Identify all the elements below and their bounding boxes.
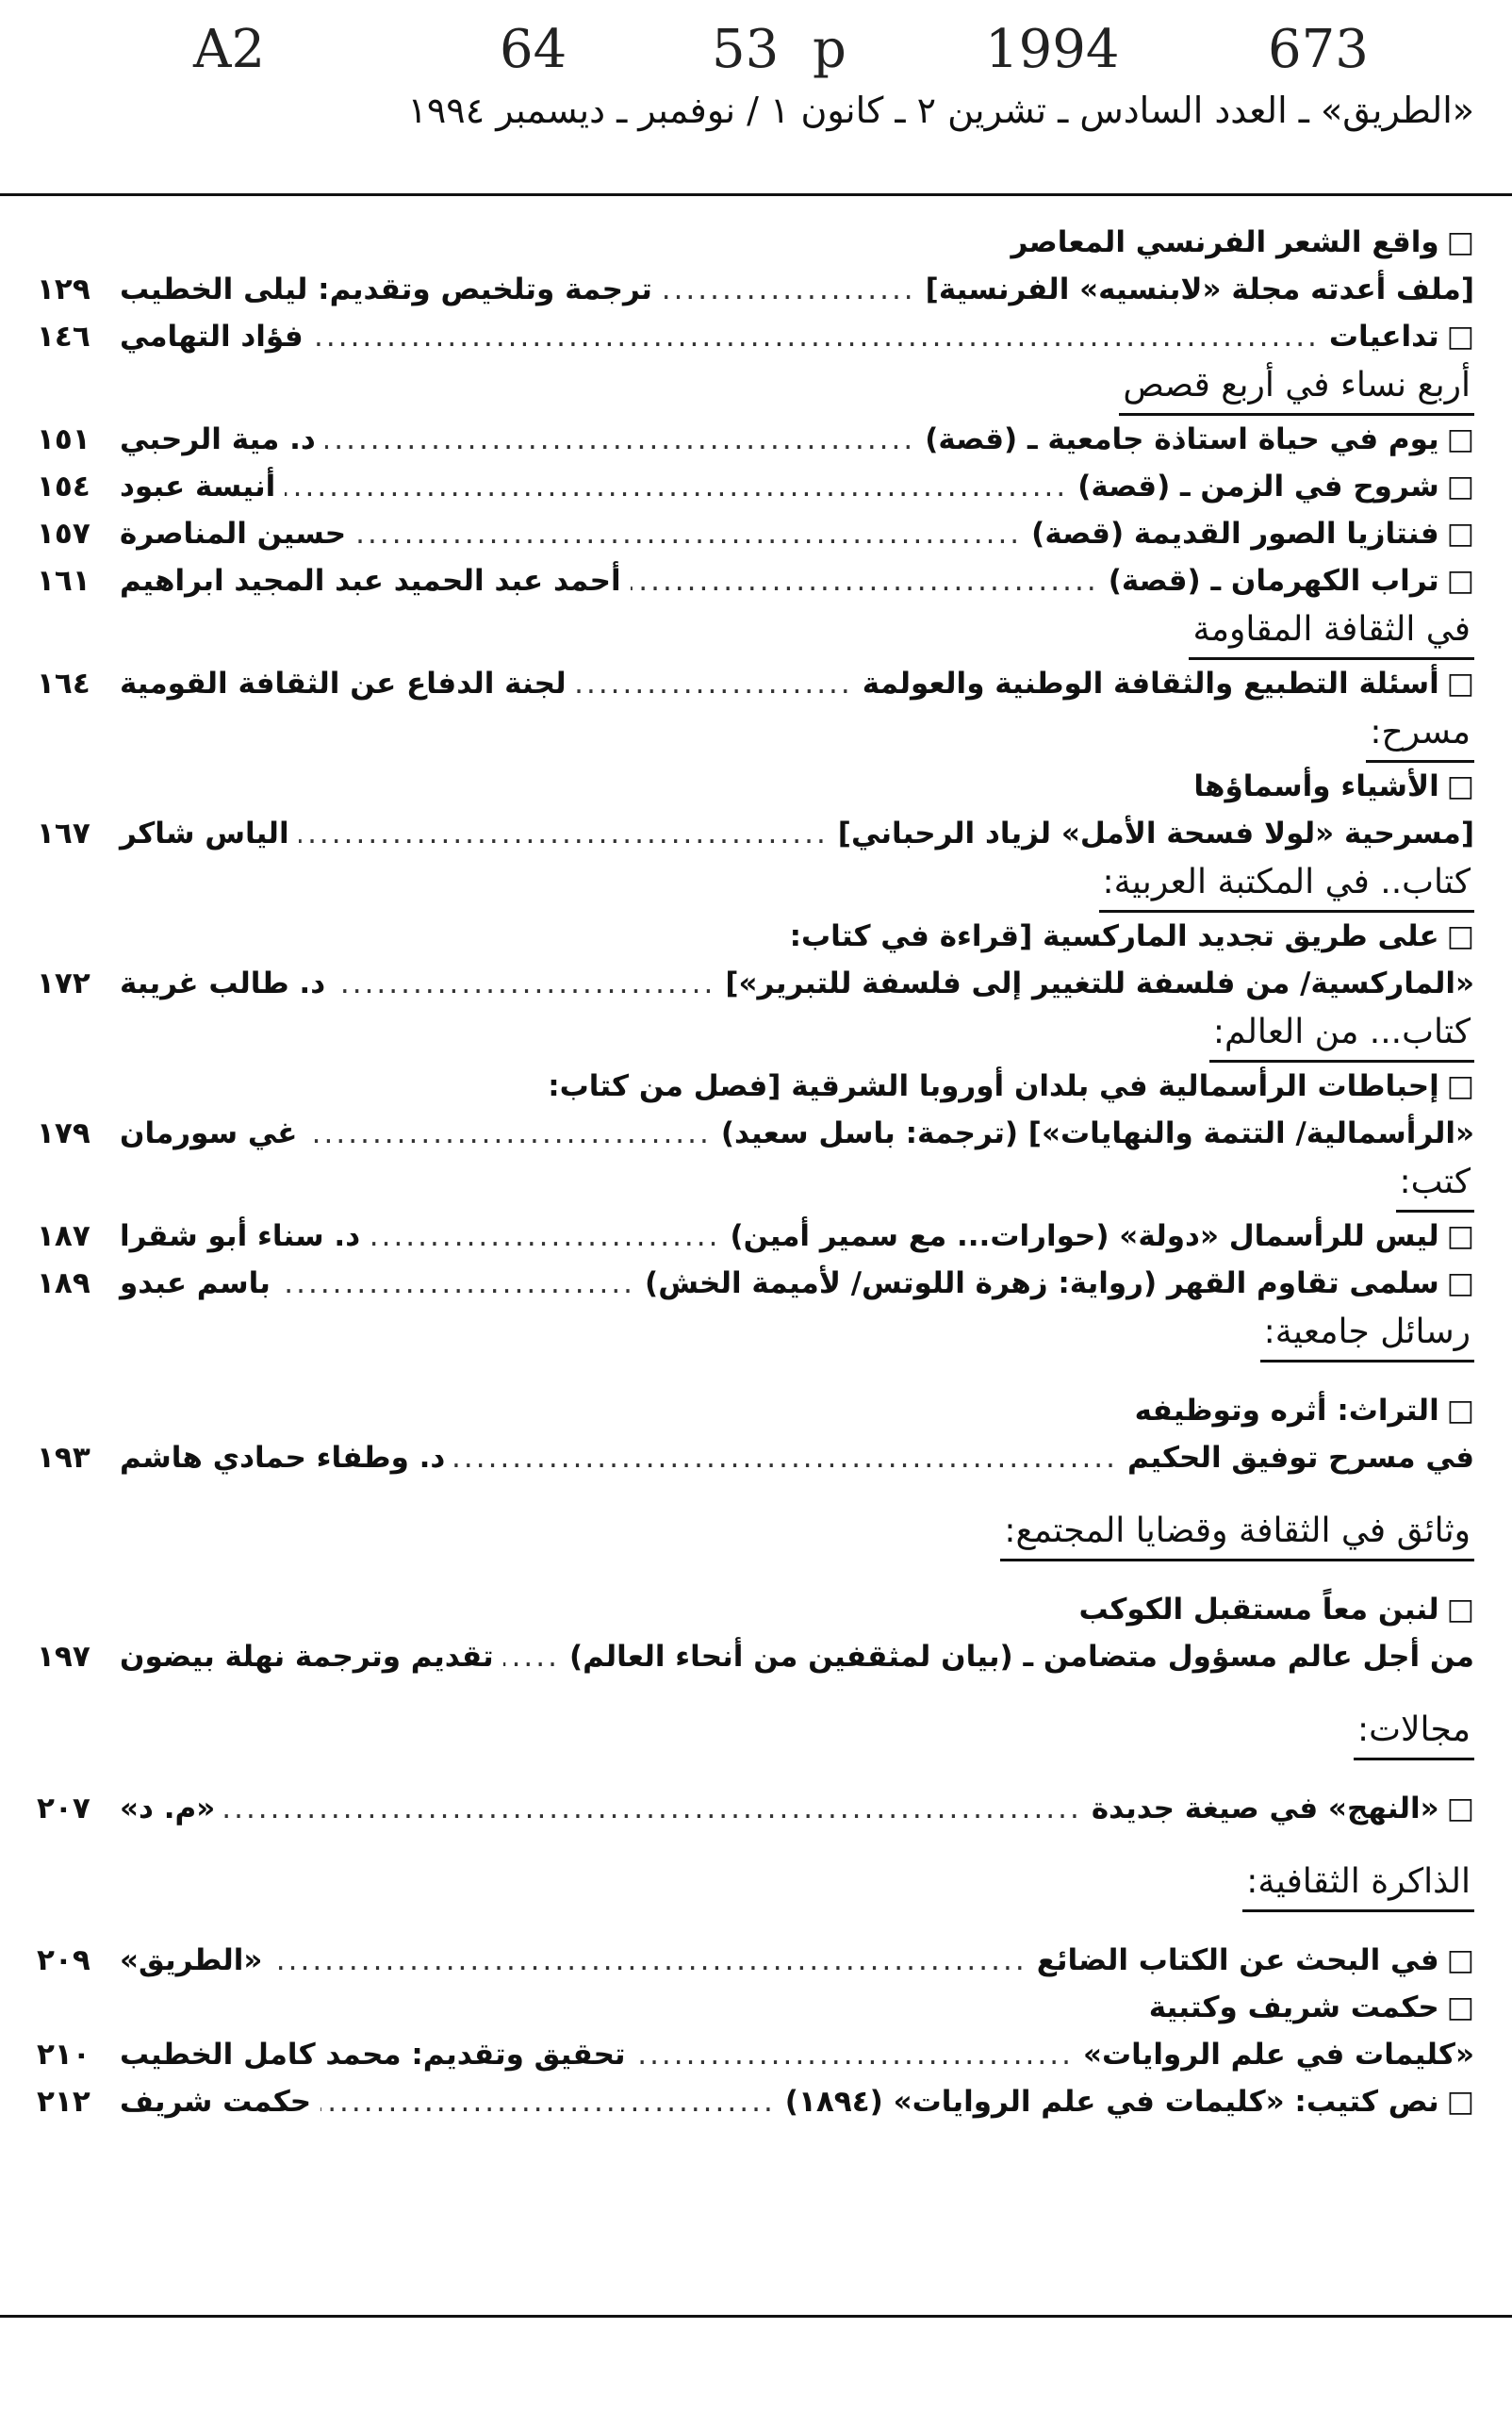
entry-author: «الطريق» (120, 1943, 263, 1977)
handwritten-mark-3: 53 (712, 19, 780, 80)
entry-title: من أجل عالم مسؤول متضامن ـ (بيان لمثقفين من أنحاء العالم) (568, 1640, 1474, 1674)
toc-entry[interactable] (37, 1063, 1474, 1110)
toc-entry[interactable] (37, 313, 1474, 360)
dot-leader (313, 313, 1320, 360)
checkbox-icon: □ (1446, 422, 1474, 456)
dot-leader (224, 1785, 1082, 1832)
entry-title: الأشياء وأسماؤها (1193, 769, 1439, 803)
checkbox-icon: □ (1446, 1219, 1474, 1253)
entry-page: ١٦٧ (37, 817, 90, 851)
toc-entry[interactable] (37, 1633, 1474, 1680)
checkbox-icon: □ (1446, 919, 1474, 953)
entry-title: □شروح في الزمن ـ (قصة) (1077, 470, 1474, 504)
entry-title: □سلمى تقاوم القهر (رواية: زهرة اللوتس/ لأميمة الخش) (645, 1266, 1474, 1300)
entry-page: ١٨٧ (37, 1219, 90, 1253)
entry-page: ١٦٤ (37, 667, 90, 701)
toc-entry[interactable] (37, 1110, 1474, 1157)
entry-author: د. سناء أبو شقرا (120, 1219, 361, 1253)
entry-author: د. مية الرحبي (120, 422, 316, 456)
dot-leader (320, 2078, 776, 2125)
entry-author: «م. د» (120, 1792, 216, 1825)
entry-title: «الرأسمالية/ التتمة والنهايات»] (ترجمة: باسل سعيد) (720, 1116, 1474, 1150)
spacer (37, 1912, 1474, 1937)
section-heading: أربع نساء في أربع قصص (37, 360, 1474, 416)
dot-leader (576, 660, 853, 707)
handwritten-mark-5: 1994 (985, 19, 1120, 80)
toc-entry[interactable] (37, 463, 1474, 510)
toc-entry[interactable] (37, 557, 1474, 604)
entry-title: □«النهج» في صيغة جديدة (1091, 1792, 1474, 1825)
checkbox-icon: □ (1446, 2085, 1474, 2119)
toc-entry[interactable] (37, 1387, 1474, 1434)
checkbox-icon: □ (1446, 1990, 1474, 2024)
checkbox-icon: □ (1446, 1069, 1474, 1103)
dot-leader (299, 810, 829, 857)
handwritten-mark-6: 673 (1268, 19, 1369, 80)
checkbox-icon: □ (1446, 517, 1474, 551)
section-heading: رسائل جامعية: (37, 1307, 1474, 1363)
entry-author: باسم عبدو (120, 1266, 271, 1300)
toc-entry[interactable] (37, 1213, 1474, 1260)
entry-author: د. طالب غريبة (120, 966, 326, 1000)
section-heading: كتب: (37, 1157, 1474, 1213)
section-heading: وثائق في الثقافة وقضايا المجتمع: (37, 1506, 1474, 1561)
toc-entry[interactable] (37, 416, 1474, 463)
toc-entry[interactable] (37, 913, 1474, 960)
entry-title: في مسرح توفيق الحكيم (1127, 1441, 1474, 1475)
checkbox-icon: □ (1446, 225, 1474, 259)
entry-author: لجنة الدفاع عن الثقافة القومية (120, 667, 567, 701)
handwritten-mark-1: A2 (193, 19, 266, 80)
handwritten-mark-2: 64 (500, 19, 567, 80)
entry-title: إحباطات الرأسمالية في بلدان أوروبا الشرقية [فصل من كتاب: (548, 1069, 1439, 1103)
entry-author: تحقيق وتقديم: محمد كامل الخطيب (120, 2038, 626, 2072)
section-heading: الذاكرة الثقافية: (37, 1857, 1474, 1912)
dot-leader (325, 416, 915, 463)
section-heading: مسرح: (37, 707, 1474, 763)
dot-leader (280, 1260, 635, 1307)
checkbox-icon: □ (1446, 1943, 1474, 1977)
entry-page: ١٧٢ (37, 966, 90, 1000)
entry-author: غي سورمان (120, 1116, 298, 1150)
entry-author: د. وطفاء حمادي هاشم (120, 1441, 446, 1475)
entry-title: التراث: أثره وتوظيفه (1134, 1394, 1439, 1428)
dot-leader (662, 266, 916, 313)
entry-page: ١٩٧ (37, 1640, 90, 1674)
entry-author: فؤاد التهامي (120, 320, 304, 354)
entry-title: □تراب الكهرمان ـ (قصة) (1108, 564, 1474, 598)
spacer (37, 1680, 1474, 1705)
checkbox-icon: □ (1446, 320, 1474, 354)
entry-author: أحمد عبد الحميد عبد المجيد ابراهيم (120, 564, 621, 598)
entry-title: □ليس للرأسمال «دولة» (حوارات... مع سمير أمين) (730, 1219, 1474, 1253)
entries-group-intro (37, 219, 1474, 360)
entry-title: □نص كتيب: «كليمات في علم الروايات» (١٨٩٤) (784, 2085, 1474, 2119)
entry-page: ٢٠٩ (37, 1943, 90, 1977)
toc-entry[interactable] (37, 2078, 1474, 2125)
spacer (37, 1481, 1474, 1506)
checkbox-icon: □ (1446, 1792, 1474, 1825)
entry-page: ١٢٩ (37, 273, 90, 306)
toc-entry[interactable] (37, 763, 1474, 810)
entry-page: ٢١٢ (37, 2085, 90, 2119)
entry-author: ترجمة وتلخيص وتقديم: ليلى الخطيب (120, 273, 652, 306)
checkbox-icon: □ (1446, 769, 1474, 803)
spacer (37, 1760, 1474, 1785)
spacer (37, 1561, 1474, 1586)
entry-author: حكمت شريف (120, 2085, 312, 2119)
issue-header: «الطريق» ـ العدد السادس ـ تشرين ٢ ـ كانون ١ / نوفمبر ـ ديسمبر ١٩٩٤ (407, 90, 1474, 131)
entry-title: [مسرحية «لولا فسحة الأمل» لزياد الرحباني] (837, 817, 1474, 851)
entry-author: الياس شاكر (120, 817, 289, 851)
toc-entry[interactable] (37, 266, 1474, 313)
dot-leader (355, 510, 1022, 557)
section-heading: كتاب.. في المكتبة العربية: (37, 857, 1474, 913)
spacer (37, 1832, 1474, 1857)
entry-author: حسين المناصرة (120, 517, 347, 551)
toc-entry[interactable] (37, 810, 1474, 857)
entry-title: واقع الشعر الفرنسي المعاصر (1011, 225, 1439, 259)
entry-page: ٢١٠ (37, 2038, 90, 2072)
toc-entry[interactable] (37, 1785, 1474, 1832)
entry-page: ١٧٩ (37, 1116, 90, 1150)
entry-page: ١٤٦ (37, 320, 90, 354)
dot-leader (285, 463, 1068, 510)
entry-page: ١٦١ (37, 564, 90, 598)
entry-title: «كليمات في علم الروايات» (1082, 2038, 1474, 2072)
bottom-rule (0, 2315, 1512, 2318)
checkbox-icon: □ (1446, 1266, 1474, 1300)
dot-leader (635, 2031, 1074, 2078)
checkbox-icon: □ (1446, 1394, 1474, 1428)
toc-entry[interactable] (37, 219, 1474, 266)
entry-page: ١٨٩ (37, 1266, 90, 1300)
handwritten-mark-4: p (813, 19, 846, 80)
entry-author: أنيسة عبود (120, 470, 276, 504)
toc-entry[interactable] (37, 510, 1474, 557)
section-heading: كتاب... من العالم: (37, 1007, 1474, 1063)
entry-title: [ملف أعدته مجلة «لابنسيه» الفرنسية] (925, 273, 1474, 306)
dot-leader (454, 1434, 1118, 1481)
entry-title: □يوم في حياة استاذة جامعية ـ (قصة) (925, 422, 1474, 456)
entry-title: □تداعيات (1328, 320, 1474, 354)
toc-entry[interactable] (37, 1260, 1474, 1307)
dot-leader (306, 1110, 711, 1157)
section-heading: في الثقافة المقاومة (37, 604, 1474, 660)
toc-entry[interactable] (37, 960, 1474, 1007)
toc-entry[interactable] (37, 660, 1474, 707)
entry-page: ٢٠٧ (37, 1792, 90, 1825)
dot-leader (370, 1213, 720, 1260)
entry-title: لنبن معاً مستقبل الكوكب (1078, 1593, 1439, 1627)
entry-page: ١٥٤ (37, 470, 90, 504)
entry-page: ١٩٣ (37, 1441, 90, 1475)
entry-title: □أسئلة التطبيع والثقافة الوطنية والعولمة (862, 667, 1474, 701)
section-heading: مجالات: (37, 1705, 1474, 1760)
toc-entry[interactable] (37, 1937, 1474, 1984)
checkbox-icon: □ (1446, 1593, 1474, 1627)
entry-page: ١٥١ (37, 422, 90, 456)
entry-title: □فنتازيا الصور القديمة (قصة) (1031, 517, 1474, 551)
entry-title: «الماركسية/ من فلسفة للتغيير إلى فلسفة للتبرير»] (725, 966, 1474, 1000)
checkbox-icon: □ (1446, 667, 1474, 701)
dot-leader (503, 1633, 560, 1680)
entry-page: ١٥٧ (37, 517, 90, 551)
dot-leader (271, 1937, 1027, 1984)
dot-leader (631, 557, 1099, 604)
entry-title: □في البحث عن الكتاب الضائع (1036, 1943, 1474, 1977)
checkbox-icon: □ (1446, 564, 1474, 598)
toc-entry[interactable] (37, 1434, 1474, 1481)
top-rule (0, 193, 1512, 196)
table-of-contents (37, 219, 1474, 2125)
entry-title: على طريق تجديد الماركسية [قراءة في كتاب: (789, 919, 1439, 953)
toc-entry[interactable] (37, 1984, 1474, 2031)
entry-title: حكمت شريف وكتبية (1148, 1990, 1439, 2024)
checkbox-icon: □ (1446, 470, 1474, 504)
entry-author: تقديم وترجمة نهلة بيضون (120, 1640, 494, 1674)
dot-leader (335, 960, 715, 1007)
spacer (37, 1363, 1474, 1387)
toc-entry[interactable] (37, 1586, 1474, 1633)
toc-entry[interactable] (37, 2031, 1474, 2078)
